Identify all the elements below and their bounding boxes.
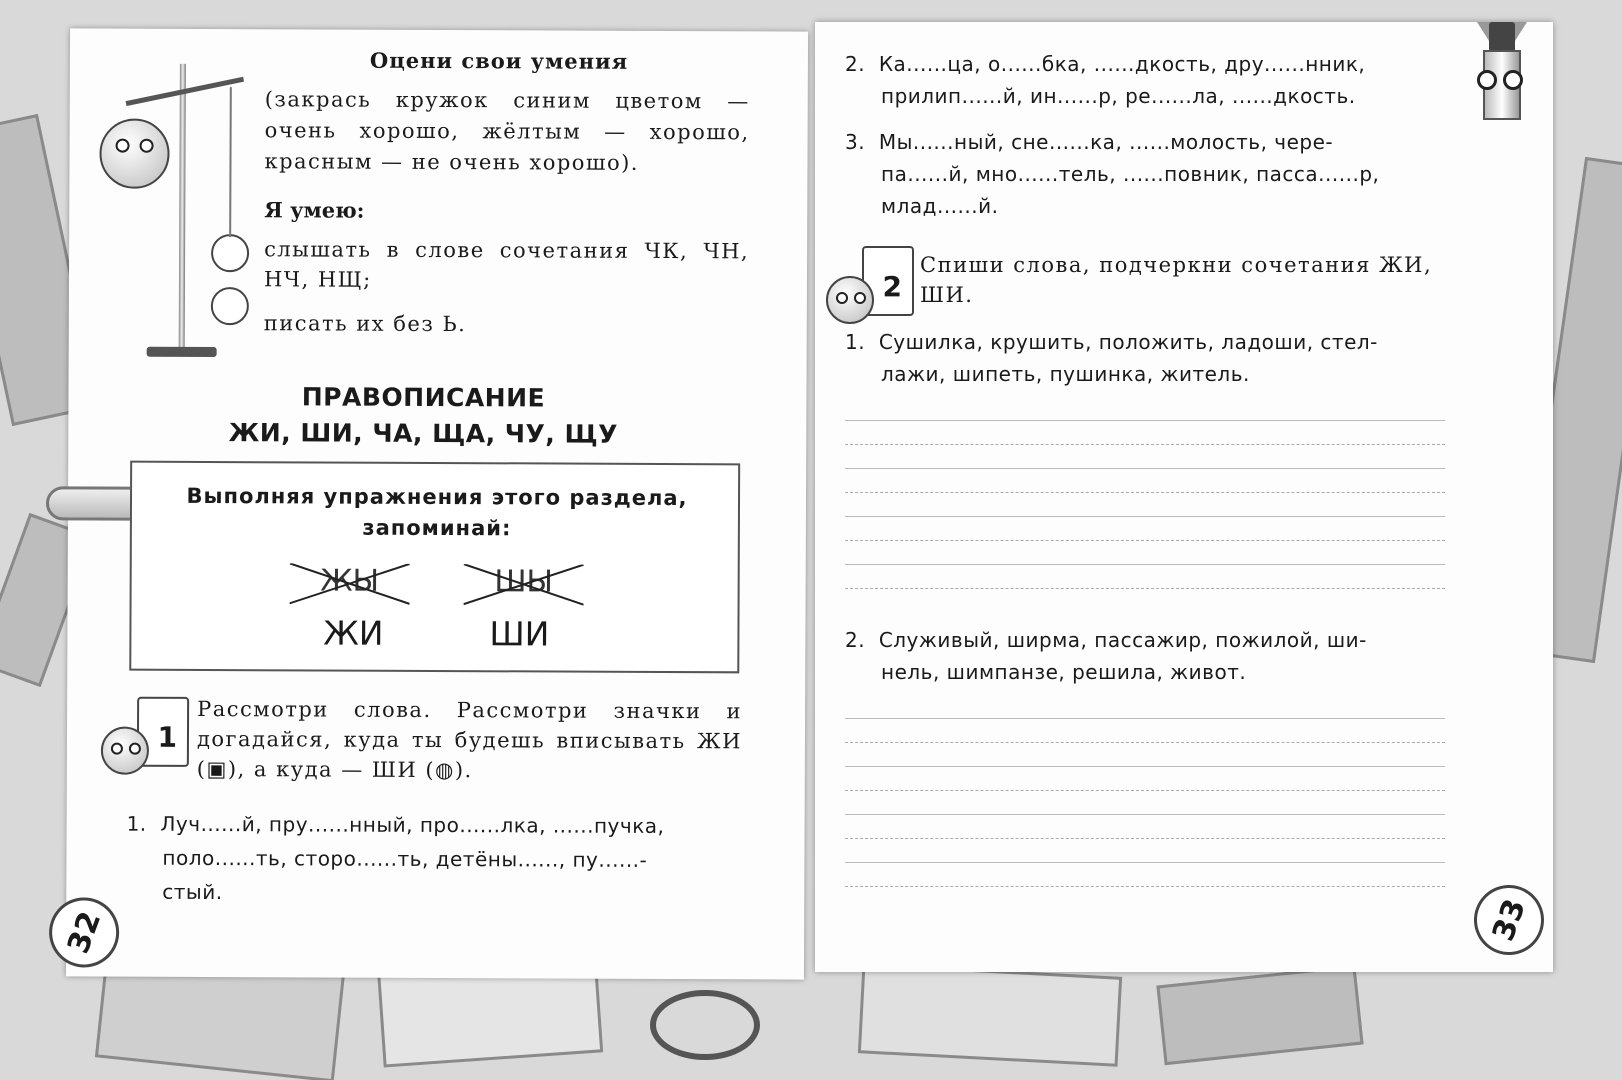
right-spelling-1: ЖИ — [323, 613, 384, 653]
item-line-1: Ка......ца, о......бка, ......дкость, дру......нник, — [878, 52, 1366, 76]
i-can-label: Я умею: — [264, 197, 365, 223]
section-title-line1: ПРАВОПИСАНИЕ — [301, 382, 546, 413]
assessment-instruction: (закрась кружок синим цветом — очень хорошо, жёлтым — хорошо, красным — не очень хорошо). — [264, 87, 750, 175]
writing-lines-1[interactable] — [845, 420, 1445, 612]
skill-item-2: писать их без Ь. — [263, 311, 467, 337]
item-line-1: Луч......й, пру......нный, про......лка, ......пучка, — [160, 811, 665, 838]
item-line-1: Сушилка, крушить, положить, ладоши, стел- — [878, 330, 1378, 354]
item-number: 3. — [845, 130, 866, 154]
skill-item-1: слышать в слове сочетания ЧК, ЧН, НЧ, НЩ; — [263, 237, 750, 292]
exercise-2-item-2 — [845, 624, 1445, 688]
exercise-2-item-1 — [845, 326, 1445, 390]
writing-lines-2[interactable] — [845, 718, 1445, 910]
wrong-spelling-2-text: ШЫ — [494, 564, 554, 600]
item-line-3: стый. — [162, 879, 223, 905]
item-line-3: млад......й. — [881, 194, 999, 218]
section-title — [208, 379, 638, 453]
left-page — [60, 28, 808, 979]
exercise-1-items — [126, 807, 741, 912]
exercise-1-number: 1 — [157, 720, 178, 754]
exercise-list-item-2 — [845, 48, 1445, 112]
mascot-icon — [101, 727, 149, 775]
page-number-left: 32 — [43, 891, 125, 973]
item-number: 1. — [845, 330, 866, 354]
right-page — [815, 22, 1553, 972]
exercise-list-item-3 — [845, 126, 1445, 222]
exercise-1-badge — [95, 697, 189, 787]
rule-box — [129, 461, 740, 674]
item-line-2: прилип......й, ин......р, ре......ла, ......дкость. — [881, 84, 1356, 108]
exercise-2-number: 2 — [882, 270, 902, 303]
exercise-2-text: Спиши слова, подчеркни сочетания ЖИ, ШИ. — [920, 253, 1433, 307]
square-decor — [1156, 965, 1363, 1065]
strike-icon — [464, 564, 584, 609]
item-number: 1. — [126, 811, 147, 836]
strike-icon — [290, 563, 410, 608]
item-number: 2. — [845, 628, 866, 652]
item-line-2: лажи, шипеть, пушинка, житель. — [881, 362, 1250, 386]
wrong-spelling-1-text: ЖЫ — [320, 563, 380, 599]
mascot-icon — [99, 119, 169, 189]
exercise-2-badge — [820, 246, 914, 336]
item-number: 2. — [845, 52, 866, 76]
item-line-2: нель, шимпанзе, решила, живот. — [881, 660, 1247, 684]
assessment-title: Оцени свои умения — [369, 47, 629, 74]
compass-decor — [650, 990, 760, 1060]
rule-text: Выполняя упражнения этого раздела, запоминай: — [186, 483, 688, 541]
section-title-line2: ЖИ, ШИ, ЧА, ЩА, ЧУ, ЩУ — [228, 418, 619, 449]
right-spelling-2: ШИ — [489, 614, 550, 654]
pencil-mascot-icon — [1477, 22, 1527, 152]
wrong-spelling-1 — [290, 563, 410, 599]
page-number-right: 33 — [1468, 879, 1550, 961]
item-line-1: Служивый, ширма, пассажир, пожилой, ши- — [878, 628, 1367, 652]
item-line-2: поло......ть, сторо......ть, детёны......, пу......- — [162, 845, 648, 872]
wrong-spelling-2 — [464, 564, 584, 600]
book-decor-2 — [858, 963, 1122, 1066]
item-line-1: Мы......ный, сне......ка, ......молость, чере- — [878, 130, 1334, 154]
item-line-2: па......й, мно......тель, ......повник, пасса......р, — [881, 162, 1380, 186]
mascot-icon — [826, 276, 874, 324]
exercise-1-text: Рассмотри слова. Рассмотри значки и догадайся, куда ты будешь вписывать ЖИ (▣), а куда — ШИ (◍). — [196, 696, 743, 783]
